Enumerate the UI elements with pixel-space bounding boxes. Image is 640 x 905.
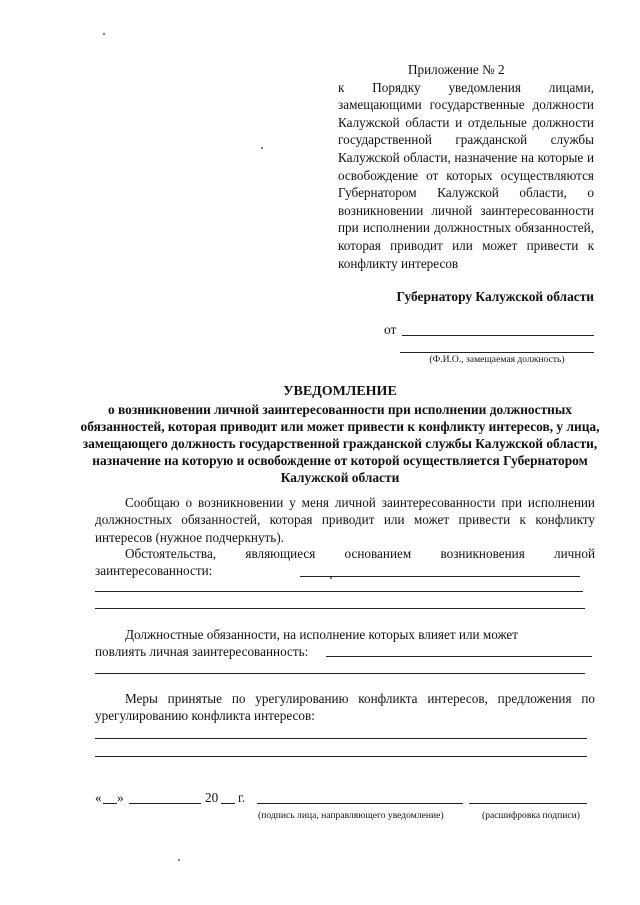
from-label: от: [384, 322, 397, 337]
signature-decoding-field[interactable]: [469, 803, 587, 804]
notice-title: УВЕДОМЛЕНИЕ: [283, 384, 397, 399]
scan-speck: [261, 147, 263, 149]
signature-caption: (подпись лица, направляющего уведомление): [258, 810, 444, 821]
addressee: Губернатору Калужской области: [396, 289, 594, 304]
date-year-field[interactable]: [221, 803, 235, 804]
date-year-suffix: г.: [238, 790, 246, 805]
from-caption: (Ф.И.О., замещаемая должность): [429, 354, 565, 365]
date-day-field[interactable]: [103, 803, 117, 804]
from-name-field[interactable]: [402, 335, 594, 336]
measures-field-2[interactable]: [95, 756, 587, 757]
signature-field[interactable]: [257, 803, 463, 804]
scan-speck: [330, 577, 332, 579]
notice-subtitle: о возникновении личной заинтересованности при исполнении должностных обязанностей, которая приводит или может привести к конфликту интересов, у лица, замещающего должность государственной гражданской службы Калужской области, назначение на которую и освобождение от которой осуществляется Губернатором Калужской области: [80, 402, 600, 485]
paragraph-measures-text: Меры принятые по урегулированию конфликта интересов, предложения по урегулированию конфликта интересов:: [95, 691, 595, 724]
date-year-prefix: 20: [205, 790, 219, 805]
notice-heading: [80, 383, 600, 486]
circumstances-field-1[interactable]: [300, 576, 580, 577]
circumstances-field-2[interactable]: [95, 591, 583, 592]
appendix-block: [338, 61, 594, 272]
decoding-caption: (расшифровка подписи): [482, 810, 580, 821]
scan-speck: [178, 859, 180, 861]
date-quote-close: »: [117, 790, 124, 805]
paragraph-circumstances: [95, 545, 595, 580]
from-row: [384, 322, 594, 338]
scan-speck: [103, 33, 105, 35]
date-month-field[interactable]: [129, 803, 201, 804]
signature-row: [95, 790, 595, 810]
date-quote-open: «: [95, 790, 102, 805]
paragraph-duties-lead: Должностные обязанности, на исполнение которых влияет или может: [125, 627, 519, 642]
paragraph-measures: [95, 690, 595, 725]
measures-field-1[interactable]: [95, 738, 587, 739]
appendix-text: к Порядку уведомления лицами, замещающими государственные должности Калужской области и отдельные должности государственной гражданской службы Калужской области, назначение на которые и освобождение от которых осуществляются Губернатором Калужской области, о возникновении личной заинтересованности при исполнении должностных обязанностей, которая приводит или может привести к конфликту интересов: [338, 79, 594, 271]
duties-field-2[interactable]: [95, 673, 585, 674]
paragraph-notice: [95, 494, 595, 546]
appendix-title: Приложение № 2: [408, 62, 505, 77]
paragraph-duties-tail: повлиять личная заинтересованность:: [95, 644, 309, 660]
circumstances-field-3[interactable]: [95, 608, 585, 609]
from-position-field[interactable]: [400, 352, 594, 353]
paragraph-circumstances-text: Обстоятельства, являющиеся основанием возникновения личной заинтересованности:: [95, 546, 595, 579]
paragraph-notice-text: Сообщаю о возникновении у меня личной заинтересованности при исполнении должностных обязанностей, которая приводит или может привести к конфликту интересов (нужное подчеркнуть).: [95, 495, 595, 545]
duties-field-1[interactable]: [326, 656, 592, 657]
